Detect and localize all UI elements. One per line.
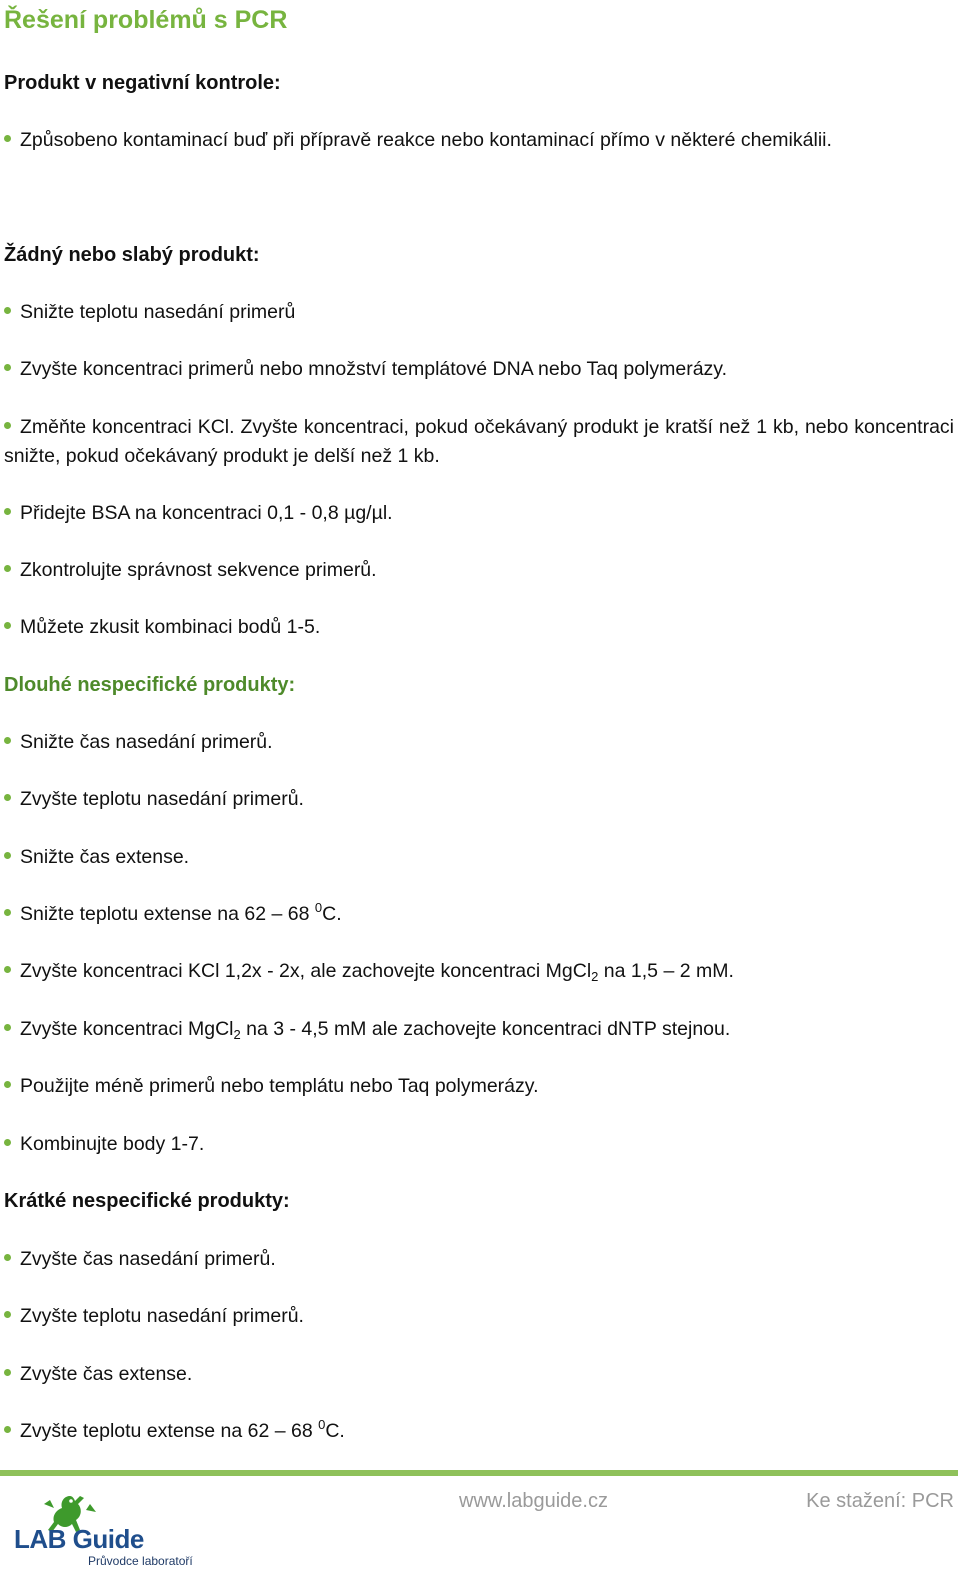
section-heading-long-nonspecific: Dlouhé nespecifické produkty:: [4, 674, 296, 696]
bullet-icon: [4, 565, 11, 572]
labguide-logo[interactable]: [10, 1488, 210, 1568]
list-item: Zvyšte teplotu nasedání primerů.: [4, 1302, 954, 1331]
list-item: Snižte teplotu nasedání primerů: [4, 298, 954, 327]
list-item: Zvyšte čas nasedání primerů.: [4, 1245, 954, 1274]
list-item: Změňte koncentraci KCl. Zvyšte koncentraci, pokud očekávaný produkt je kratší než 1 kb, nebo koncentraci snižte, pokud očekávaný produkt je delší než 1 kb.: [4, 416, 954, 467]
bullet-icon: [4, 852, 11, 859]
bullet-icon: [4, 1369, 11, 1376]
bullet-icon: [4, 1311, 11, 1318]
bullet-icon: [4, 622, 11, 629]
bullet-icon: [4, 1426, 11, 1433]
bullet-icon: [4, 508, 11, 515]
list-item: Zvyšte koncentraci primerů nebo množství templátové DNA nebo Taq polymerázy.: [4, 355, 954, 384]
bullet-icon: [4, 1024, 11, 1031]
list-item: Snižte čas extense.: [4, 843, 954, 872]
section-heading-no-product: Žádný nebo slabý produkt:: [4, 244, 260, 266]
list-item: Použijte méně primerů nebo templátu nebo Taq polymerázy.: [4, 1072, 954, 1101]
bullet-icon: [4, 737, 11, 744]
section-heading-short-nonspecific: Krátké nespecifické produkty:: [4, 1190, 290, 1212]
list-item: Snižte čas nasedání primerů.: [4, 728, 954, 757]
list-item: Způsobeno kontaminací buď při přípravě reakce nebo kontaminací přímo v některé chemikálii.: [4, 126, 954, 155]
section-heading-negative-control: Produkt v negativní kontrole:: [4, 72, 281, 94]
list-item: Zkontrolujte správnost sekvence primerů.: [4, 556, 954, 585]
logo-subtitle: Průvodce laboratoří: [88, 1554, 193, 1568]
bullet-icon: [4, 909, 11, 916]
bullet-icon: [4, 135, 11, 142]
bullet-icon: [4, 966, 11, 973]
list-item: Zvyšte teplotu extense na 62 – 68 $^0$C.: [4, 1417, 954, 1446]
bullet-icon: [4, 307, 11, 314]
footer-download-label: Ke stažení: PCR: [806, 1490, 954, 1512]
page-title: Řešení problémů s PCR: [4, 6, 288, 34]
bullet-icon: [4, 364, 11, 371]
list-item: Můžete zkusit kombinaci bodů 1-5.: [4, 613, 954, 642]
bullet-icon: [4, 794, 11, 801]
list-item: Zvyšte koncentraci KCl 1,2x - 2x, ale zachovejte koncentraci MgCl$_2$ na 1,5 – 2 mM.: [4, 957, 954, 986]
list-item: Zvyšte čas extense.: [4, 1360, 954, 1389]
list-item: Zvyšte teplotu nasedání primerů.: [4, 785, 954, 814]
footer-divider: [0, 1470, 958, 1476]
list-item: Zvyšte koncentraci MgCl$_2$ na 3 - 4,5 mM ale zachovejte koncentraci dNTP stejnou.: [4, 1015, 954, 1044]
list-item: Kombinujte body 1-7.: [4, 1130, 954, 1159]
bullet-icon: [4, 422, 11, 429]
list-item: Přidejte BSA na koncentraci 0,1 - 0,8 µg/µl.: [4, 499, 954, 528]
list-item: Snižte teplotu extense na 62 – 68 $^0$C.: [4, 900, 954, 929]
footer-website-link[interactable]: www.labguide.cz: [459, 1490, 608, 1512]
bullet-icon: [4, 1254, 11, 1261]
bullet-icon: [4, 1081, 11, 1088]
bullet-icon: [4, 1139, 11, 1146]
logo-text: LAB Guide: [14, 1524, 144, 1554]
